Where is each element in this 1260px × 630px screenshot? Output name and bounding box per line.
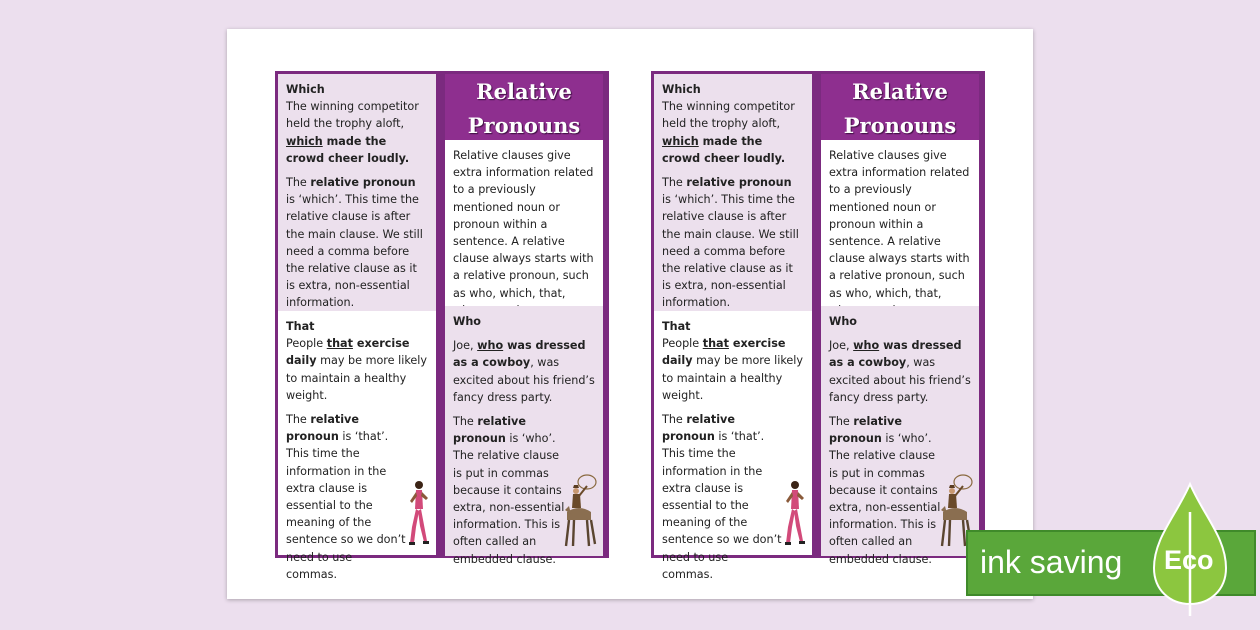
- card-right-column: [821, 74, 979, 566]
- card-right-column: [445, 74, 603, 566]
- bookmark-card-2: [651, 71, 985, 581]
- who-heading: Who: [453, 315, 481, 328]
- bookmark-card-1: [275, 71, 609, 581]
- runner-illustration: [406, 479, 430, 547]
- intro-text: Relative clauses give extra information related to a previously mentioned noun or pronoun within a sentence. A relative clause always starts with a relative pronoun, such as who, which, that,: [453, 149, 594, 300]
- runner-illustration: [782, 479, 806, 547]
- that-heading: That: [662, 320, 691, 333]
- that-section: That People that exercise daily may be more likely to maintain a healthy weight. The relative pronoun is ‘that’. This time the information in the extra clause is essential to the meaning of the sentence so we don’t need to use commas.: [654, 311, 812, 555]
- worksheet-page: [227, 29, 1033, 599]
- which-section: Which The winning competitor held the trophy aloft, which made the crowd cheer loudly. The relative pronoun is ‘which’. This time the relative clause is after the main clause. We still need a comma before the relative clause as it is extra, non-essential information.: [278, 74, 436, 311]
- who-heading: Who: [829, 315, 857, 328]
- which-heading: Which: [286, 83, 325, 96]
- card-title: Relative Pronouns: [821, 74, 979, 140]
- that-section: That People that exercise daily may be more likely to maintain a healthy weight. The relative pronoun is ‘that’. This time the information in the extra clause is essential to the meaning of the sentence so we don’t need to use commas.: [278, 311, 436, 555]
- which-section: Which The winning competitor held the trophy aloft, which made the crowd cheer loudly. The relative pronoun is ‘which’. This time the relative clause is after the main clause. We still need a comma before the relative clause as it is extra, non-essential information.: [654, 74, 812, 311]
- cowboy-illustration: [561, 472, 599, 550]
- card-title: Relative Pronouns: [445, 74, 603, 140]
- who-section: Who Joe, who was dressed as a cowboy, was excited about his friend’s fancy dress party. The relative pronoun is ‘who’. The relative clause is put in commas because it contains extra, non-essential information. This is often called an embedded clause.: [821, 306, 979, 556]
- which-heading: Which: [662, 83, 701, 96]
- intro-text: Relative clauses give extra information related to a previously mentioned noun or pronoun within a sentence. A relative clause always starts with a relative pronoun, such as who, which, that,: [829, 149, 970, 300]
- card-left-column: [654, 74, 812, 581]
- that-heading: That: [286, 320, 315, 333]
- eco-label: Eco: [1164, 545, 1214, 575]
- who-section: Who Joe, who was dressed as a cowboy, was excited about his friend’s fancy dress party. The relative pronoun is ‘who’. The relative clause is put in commas because it contains extra, non-essential information. This is often called an embedded clause.: [445, 306, 603, 556]
- badge-text: ink saving: [980, 544, 1123, 580]
- card-left-column: [278, 74, 436, 581]
